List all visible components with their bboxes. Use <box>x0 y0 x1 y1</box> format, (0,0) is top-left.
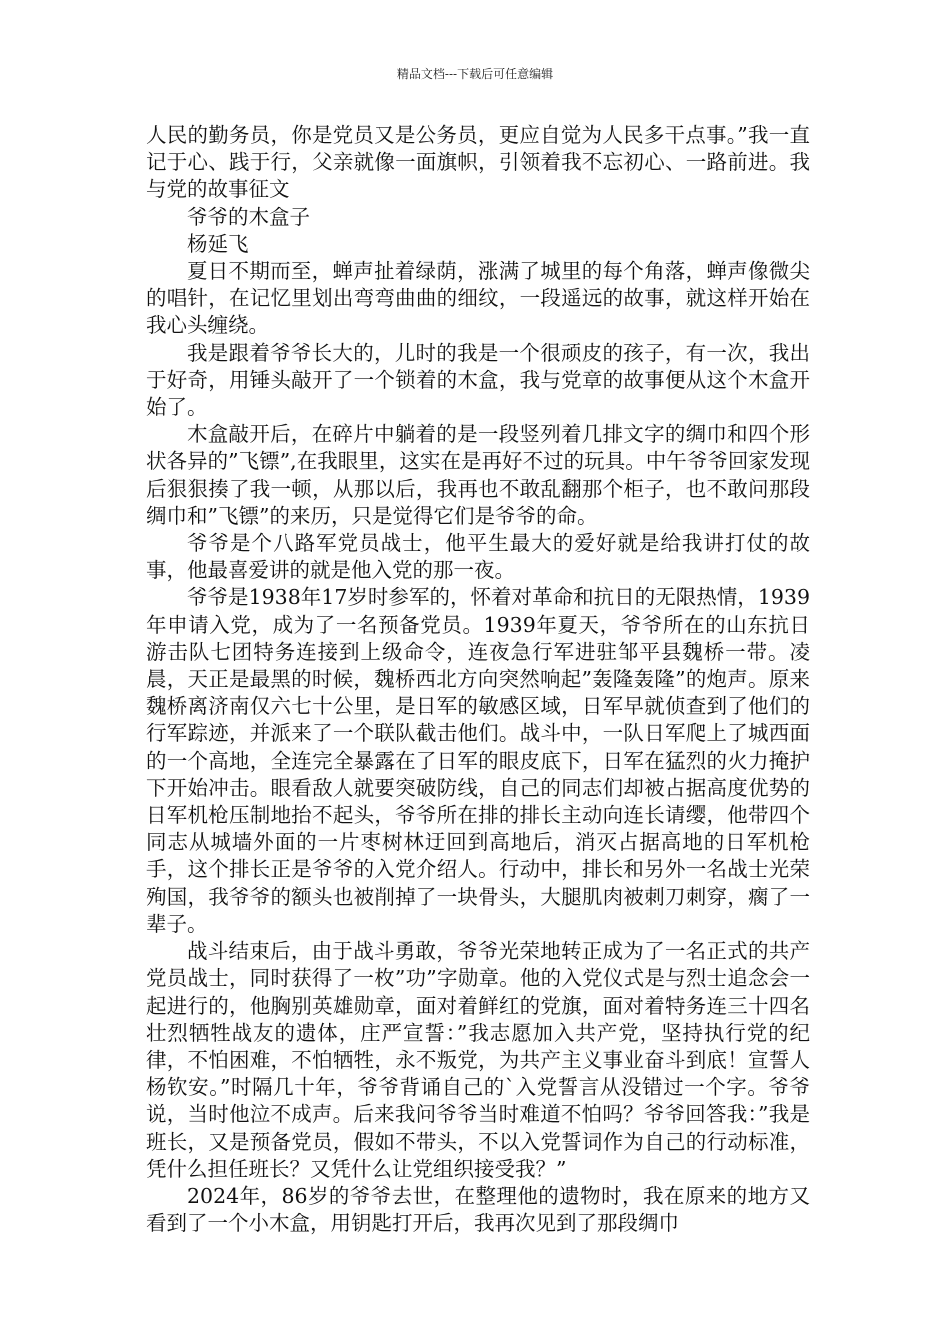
article-title: 爷爷的木盒子 <box>187 204 310 229</box>
body-paragraph: 战斗结束后，由于战斗勇敢，爷爷光荣地转正成为了一名正式的共产党员战士，同时获得了一枚”功”字勋章。他的入党仪式是与烈士追念会一起进行的，他胸别英雄勋章，面对着鲜红的党旗，面对着特务连三十四名壮烈牺牲战友的遗体，庄严宣誓：”我志愿加入共产党，坚持执行党的纪律，不怕困难，不怕牺牲，永不叛党，为共产主义事业奋斗到底！宣誓人杨钦安。”时隔几十年，爷爷背诵自己的`入党誓言从没错过一个字。爷爷说，当时他泣不成声。后来我问爷爷当时难道不怕吗？爷爷回答我：”我是班长，又是预备党员，假如不带头，不以入党誓词作为自己的行动标准，凭什么担任班长？又凭什么让党组织接受我？” <box>146 939 810 1181</box>
article-author: 杨延飞 <box>187 231 249 256</box>
document-body <box>146 122 810 1237</box>
body-paragraph: 夏日不期而至，蝉声扯着绿荫，涨满了城里的每个角落，蝉声像微尖的唱针，在记忆里划出弯弯曲曲的细纹，一段遥远的故事，就这样开始在我心头缠绕。 <box>146 259 810 338</box>
body-paragraph: 我是跟着爷爷长大的，儿时的我是一个很顽皮的孩子，有一次，我出于好奇，用锤头敲开了一个锁着的木盒，我与党章的故事便从这个木盒开始了。 <box>146 340 810 420</box>
intro-continuation: 人民的勤务员，你是党员又是公务员，更应自觉为人民多干点事。”我一直记于心、践于行，父亲就像一面旗帜，引领着我不忘初心、一路前进。 <box>146 123 810 175</box>
intro-paragraph <box>146 122 810 204</box>
body-paragraph: 木盒敲开后，在碎片中躺着的是一段竖列着几排文字的绸巾和四个形状各异的”飞镖”,在我眼里，这实在是再好不过的玩具。中午爷爷回家发现后狠狠揍了我一顿，从那以后，我再也不敢乱翻那个柜子，也不敢问那段绸巾和”飞镖”的来历，只是觉得它们是爷爷的命。 <box>146 422 810 528</box>
body-paragraph: 爷爷是1938年17岁时参军的，怀着对革命和抗日的无限热情，1939年申请入党，成为了一名预备党员。1939年夏天，爷爷所在的山东抗日游击队七团特务连接到上级命令，连夜急行军进驻邹平县魏桥一带。凌晨，天正是最黑的时候，魏桥西北方向突然响起”轰隆轰隆”的炮声。原来魏桥离济南仅六七十公里，是日军的敏感区域，日军早就侦查到了他们的行军踪迹，并派来了一个联队截击他们。战斗中，一队日军爬上了城西面的一个高地，全连完全暴露在了日军的眼皮底下，日军在猛烈的火力掩护下开始冲击。眼看敌人就要突破防线，自己的同志们却被占据高度优势的日军机枪压制地抬不起头，爷爷所在排的排长主动向连长请缨，他带四个同志从城墙外面的一片枣树林迂回到高地后，消灭占据高地的日军机枪手，这个排长正是爷爷的入党介绍人。行动中，排长和另外一名战士光荣殉国，我爷爷的额头也被削掉了一块骨头，大腿肌肉被刺刀刺穿，瘸了一辈子。 <box>146 585 810 936</box>
body-paragraph: 2024年，86岁的爷爷去世，在整理他的遗物时，我在原来的地方又看到了一个小木盒，用钥匙打开后，我再次见到了那段绸巾 <box>146 1183 810 1236</box>
page-header: 精品文档---下载后可任意编辑 <box>396 67 554 81</box>
body-paragraph: 爷爷是个八路军党员战士，他平生最大的爱好就是给我讲打仗的故事，他最喜爱讲的就是他入党的那一夜。 <box>146 531 810 583</box>
series-title: 我与党的故事征文 <box>146 150 810 202</box>
